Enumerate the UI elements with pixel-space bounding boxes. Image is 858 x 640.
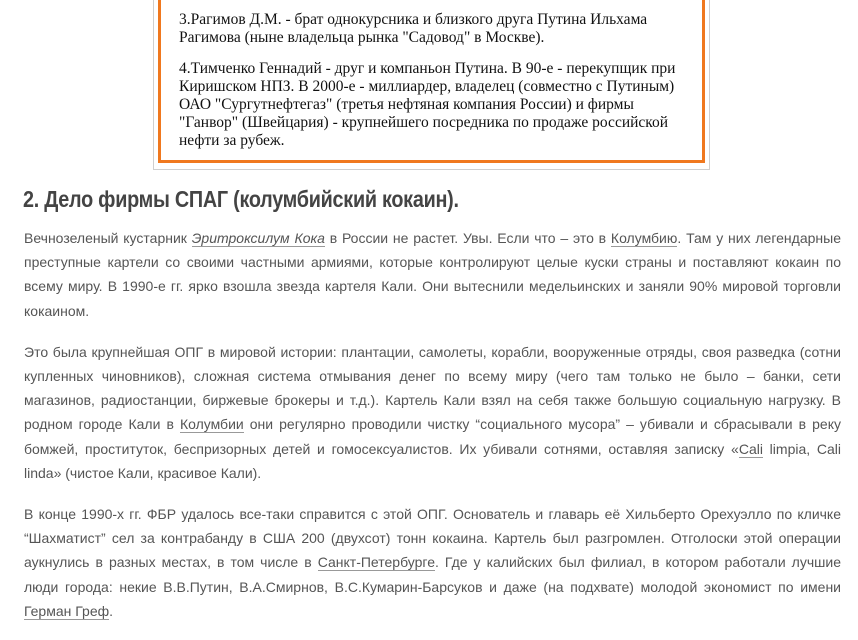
link-german-gref[interactable]: Герман Греф	[24, 602, 110, 619]
text: .	[109, 602, 114, 619]
quote-item-3: 3.Рагимов Д.М. - брат однокурсника и близкого друга Путина Ильхама Рагимова (ныне владельца рынка "Садовод" в Москве).	[179, 11, 648, 46]
article-body	[24, 226, 841, 640]
paragraph-3	[24, 502, 841, 623]
text: они регулярно проводили чистку “социального мусора” – убивали и сбрасывали в реку бомжей, проституток, беспризорных детей и гомосексуалистов. Их убивали сотнями, оставляя записку «	[24, 416, 841, 457]
link-cali[interactable]: Cali	[738, 440, 763, 457]
text: limpia, Cali linda» (чистое Кали, красивое Кали).	[24, 440, 841, 481]
link-colombia[interactable]: Колумбию	[610, 230, 678, 246]
paragraph-1	[24, 226, 841, 323]
paragraph-2	[24, 340, 841, 485]
section-heading: 2. Дело фирмы СПАГ (колумбийский кокаин).	[23, 186, 459, 212]
text: Вечнозеленый кустарник	[24, 230, 192, 246]
text: . Там у них легендарные преступные картели со своими частными армиями, которые контролируют целые куски страны и поставляют кокаин по всему миру. В 1990-е гг. ярко взошла звезда картеля Кали. Они вытеснили медельинских и заняли 90% мировой торговли кокаином.	[24, 230, 841, 319]
link-colombia-2[interactable]: Колумбии	[179, 416, 244, 433]
quote-image	[158, 0, 705, 163]
quote-item-4: 4.Тимченко Геннадий - друг и компаньон Путина. В 90-е - перекупщик при Киришском НПЗ. В 2000-е - миллиардер, владелец (совместно с Путиным) ОАО "Сургутнефтегаз" (третья нефтяная компания России) и фирмы "Ганвор" (Швейцария) - крупнейшего посредника по продаже российской нефти за рубеж.	[179, 60, 676, 149]
text: . Где у калийских был филиал, в котором работали лучшие люди города: некие В.В.Путин, В.А.Смирнов, В.С.Кумарин-Барсуков и даже (на подхвате) молодой экономист по имени	[24, 554, 841, 595]
quote-image-frame	[153, 0, 710, 170]
link-saint-petersburg[interactable]: Санкт-Петербурге	[317, 554, 435, 571]
text: Это была крупнейшая ОПГ в мировой истории: плантации, самолеты, корабли, вооруженные отряды, своя разведка (сотни купленных чиновников), сложная система отмывания денег по всему миру (чего там только не было – банки, сети магазинов, радиостанции, биржевые брокеры и т.д.). Картель Кали взял на себя также большую социальную нагрузку. В родном городе Кали в	[24, 343, 841, 433]
text: в России не растет. Увы. Если что – это в	[324, 230, 611, 246]
text: В конце 1990-х гг. ФБР удалось все-таки справится с этой ОПГ. Основатель и главарь её Хильберто Орехуэлло по кличке “Шахматист” сел за контрабанду в США 200 (двухсот) тонн кокаина. Картель был разгромлен. Отголоски этой операции аукнулись в разных местах, в том числе в	[24, 506, 841, 571]
link-erythroxylum-coca[interactable]: Эритроксилум Кока	[191, 230, 325, 246]
